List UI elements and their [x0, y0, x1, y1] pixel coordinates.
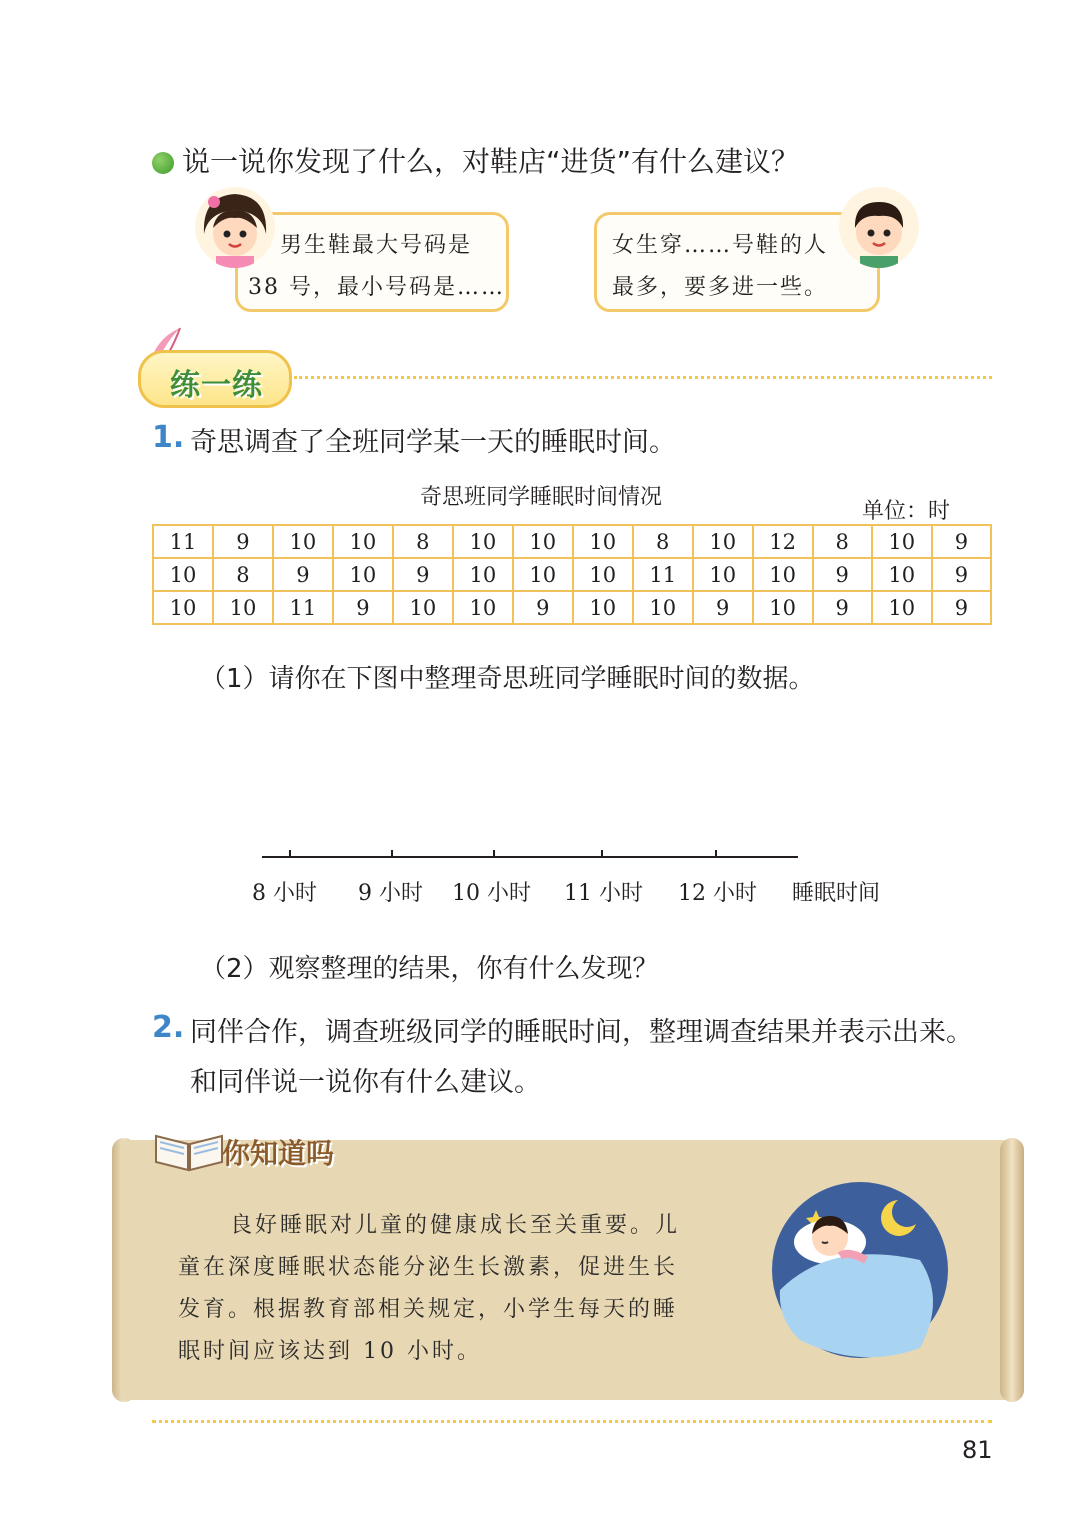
table-unit: 单位：时 — [862, 499, 951, 524]
table-cell: 10 — [453, 525, 513, 558]
table-cell: 11 — [153, 525, 213, 558]
table-cell: 8 — [633, 525, 693, 558]
sleeping-child-illustration — [770, 1180, 950, 1364]
axis-tick-label-10: 10 小时 — [452, 881, 531, 906]
table-cell: 10 — [693, 558, 753, 591]
table-cell: 9 — [333, 591, 393, 624]
table-cell: 9 — [932, 525, 991, 558]
q2-number: 2. — [152, 1010, 185, 1045]
q1-number: 1. — [152, 420, 185, 455]
page-number: 81 — [962, 1436, 993, 1464]
q2-line-1: 同伴合作，调查班级同学的睡眠时间，整理调查结果并表示出来。 — [190, 1017, 973, 1048]
q2-line-2: 和同伴说一说你有什么建议。 — [190, 1067, 541, 1098]
knowledge-line-4: 眠时间应该达到 10 小时。 — [178, 1339, 482, 1364]
table-cell: 10 — [333, 525, 393, 558]
table-cell: 10 — [573, 558, 633, 591]
table-cell: 10 — [573, 525, 633, 558]
table-cell: 9 — [513, 591, 573, 624]
table-cell: 10 — [872, 525, 932, 558]
table-cell: 11 — [633, 558, 693, 591]
table-cell: 9 — [693, 591, 753, 624]
girl-bubble-line-1: 男生鞋最大号码是 — [280, 233, 473, 258]
prompt-text: 说一说你发现了什么，对鞋店“进货”有什么建议？ — [182, 145, 800, 178]
table-cell: 12 — [753, 525, 813, 558]
table-cell: 10 — [872, 558, 932, 591]
table-cell: 9 — [932, 591, 991, 624]
table-cell: 10 — [453, 591, 513, 624]
table-cell: 9 — [213, 525, 273, 558]
axis-tick-label-9: 9 小时 — [358, 881, 423, 906]
axis-tick-label-12: 12 小时 — [678, 881, 757, 906]
q1-sub1: （1）请你在下图中整理奇思班同学睡眠时间的数据。 — [200, 664, 815, 694]
did-you-know-title: 你知道吗 — [222, 1137, 335, 1170]
open-book-icon — [152, 1118, 226, 1178]
table-cell: 9 — [813, 558, 872, 591]
table-cell: 10 — [513, 525, 573, 558]
knowledge-line-2: 童在深度睡眠状态能分泌生长激素，促进生长 — [178, 1255, 679, 1280]
table-cell: 10 — [872, 591, 932, 624]
table-cell: 8 — [813, 525, 872, 558]
table-cell: 10 — [573, 591, 633, 624]
axis-tick-label-8: 8 小时 — [252, 881, 317, 906]
table-cell: 10 — [333, 558, 393, 591]
table-cell: 9 — [273, 558, 333, 591]
table-cell: 9 — [813, 591, 872, 624]
axis-label: 睡眠时间 — [792, 881, 881, 906]
table-cell: 10 — [633, 591, 693, 624]
footer-divider — [152, 1420, 992, 1423]
table-cell: 10 — [393, 591, 453, 624]
table-cell: 10 — [513, 558, 573, 591]
girl-bubble-line-2: 38 号，最小号码是…… — [248, 275, 505, 300]
boy-bubble-line-1: 女生穿……号鞋的人 — [612, 233, 829, 258]
axis-tick-label-11: 11 小时 — [564, 881, 643, 906]
table-cell: 9 — [932, 558, 991, 591]
table-cell: 8 — [213, 558, 273, 591]
table-cell: 10 — [753, 591, 813, 624]
table-cell: 10 — [153, 591, 213, 624]
table-cell: 10 — [153, 558, 213, 591]
boy-bubble-line-2: 最多，要多进一些。 — [612, 275, 829, 300]
scroll-roll-right — [1000, 1138, 1024, 1402]
table-title: 奇思班同学睡眠时间情况 — [420, 485, 663, 510]
table-cell: 8 — [393, 525, 453, 558]
practice-label: 练一练 — [170, 368, 263, 403]
q1-text: 奇思调查了全班同学某一天的睡眠时间。 — [190, 427, 676, 458]
table-cell: 10 — [213, 591, 273, 624]
table-cell: 10 — [693, 525, 753, 558]
table-cell: 10 — [453, 558, 513, 591]
table-cell: 10 — [273, 525, 333, 558]
table-cell: 11 — [273, 591, 333, 624]
knowledge-line-1: 良好睡眠对儿童的健康成长至关重要。儿 — [230, 1213, 681, 1238]
table-cell: 9 — [393, 558, 453, 591]
knowledge-line-3: 发育。根据教育部相关规定，小学生每天的睡 — [178, 1297, 679, 1322]
table-cell: 10 — [753, 558, 813, 591]
q1-sub2: （2）观察整理的结果，你有什么发现？ — [200, 954, 659, 984]
